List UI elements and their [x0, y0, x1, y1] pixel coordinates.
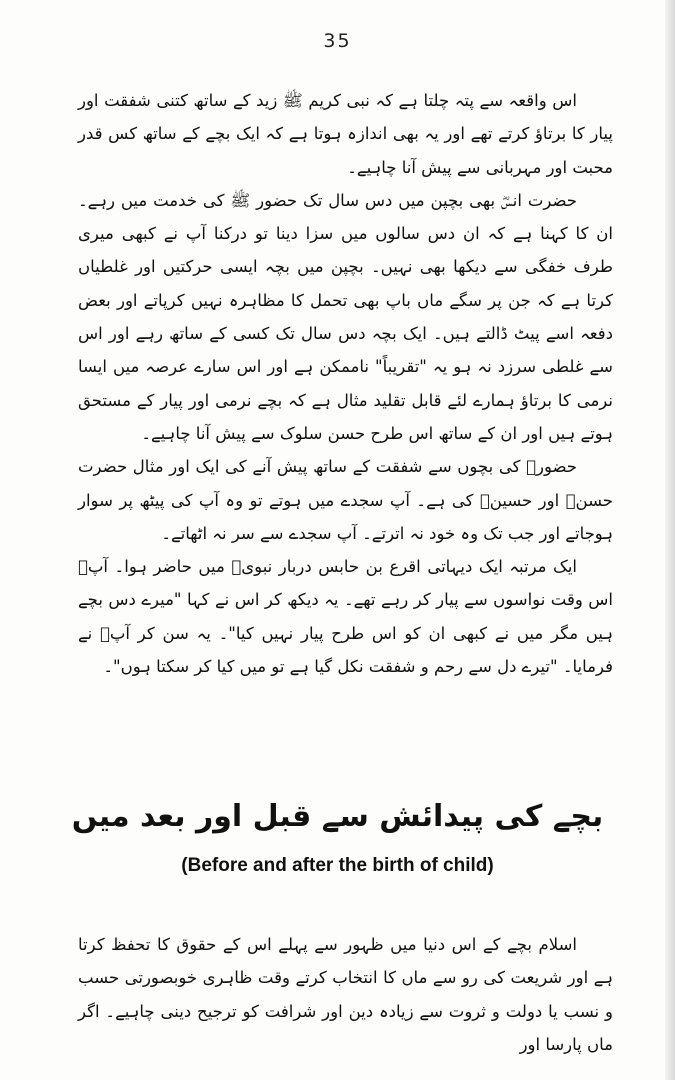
main-text-block: [78, 84, 613, 683]
section-paragraph: اسلام بچے کے اس دنیا میں ظہور سے پہلے اس کے حقوق کا تحفظ کرتا ہے اور شریعت کی رو سے ماں کا انتخاب کرتے وقت ظاہری خوبصورتی حسب و نسب یا دولت و ثروت سے زیادہ دین اور شرافت کو ترجیح دینی چاہیے۔ اگر ماں پارسا اور: [78, 935, 613, 1054]
page-number: 35: [323, 30, 352, 52]
paragraph-2: حضرت انسؓ بھی بچپن میں دس سال تک حضور ﷺ کی خدمت میں رہے۔ ان کا کہنا ہے کہ ان دس سالوں میں سزا دینا تو درکنا آپ نے کبھی میری طرف خفگی سے دیکھا بھی نہیں۔ بچپن میں بچہ ایسی حرکتیں اور غلطیاں کرتا ہے کہ جن پر سگے ماں باپ بھی تحمل کا مظاہرہ نہیں کرپاتے اور بعض دفعہ اسے پیٹ ڈالتے ہیں۔ ایک بچہ دس سال تک کسی کے ساتھ رہے اور اس سے غلطی سرزد نہ ہو یہ "تقریباً" ناممکن ہے اور اس سارے عرصہ میں ایسا نرمی کا برتاؤ ہمارے لئے قابل تقلید مثال ہے کہ بچے نرمی اور پیار کے مستحق ہوتے ہیں اور ان کے ساتھ اس طرح حسن سلوک سے پیش آنا چاہیے۔: [78, 190, 613, 443]
section-heading-english: (Before and after the birth of child): [181, 855, 494, 876]
paragraph-4: ایک مرتبہ ایک دیہاتی اقرع بن حابس دربار نبویؐ میں حاضر ہوا۔ آپؐ اس وقت نواسوں سے پیار کر رہے تھے۔ یہ دیکھ کر اس نے کہا "میرے دس بچے ہیں مگر میں نے کبھی ان کو اس طرح پیار نہیں کیا"۔ یہ سن کر آپؐ نے فرمایا۔ "تیرے دل سے رحم و شفقت نکل گیا ہے تو میں کیا کر سکتا ہوں"۔: [78, 557, 613, 677]
section-heading-urdu: بچے کی پیدائش سے قبل اور بعد میں: [71, 799, 604, 834]
paragraph-3: حضورؐ کی بچوں سے شفقت کے ساتھ پیش آنے کی ایک اور مثال حضرت حسنؓ اور حسینؓ کی ہے۔ آپ سجدے میں ہوتے تو وہ آپ کی پیٹھ پر سوار ہوجاتے اور جب تک وہ خود نہ اترتے۔ آپ سجدے سے سر نہ اٹھاتے۔: [78, 457, 613, 543]
section-text-block: [78, 928, 613, 1061]
page-edge-shadow: [665, 0, 675, 1080]
paragraph-1: اس واقعہ سے پتہ چلتا ہے کہ نبی کریم ﷺ زید کے ساتھ کتنی شفقت اور پیار کا برتاؤ کرتے تھے اور یہ بھی اندازہ ہوتا ہے کہ ایک بچے کے ساتھ کس قدر محبت اور مہربانی سے پیش آنا چاہیے۔: [78, 91, 613, 177]
